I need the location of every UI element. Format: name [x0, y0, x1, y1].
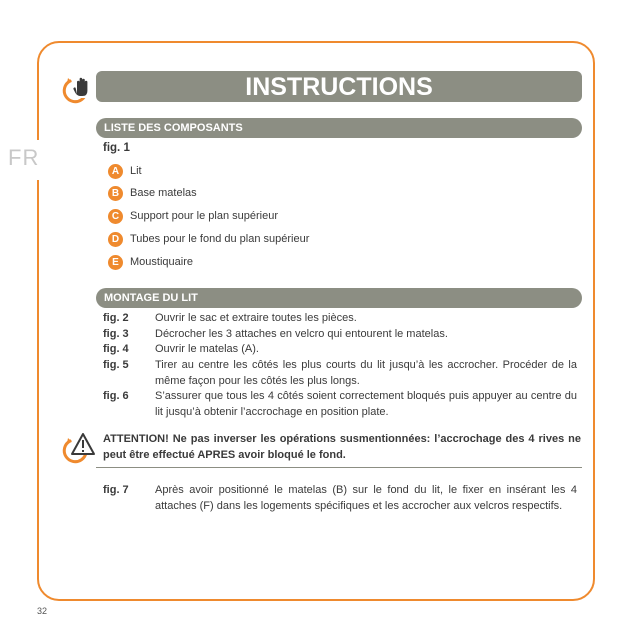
component-label: Tubes pour le fond du plan supérieur [130, 233, 310, 245]
section-heading-components: LISTE DES COMPOSANTS [96, 118, 582, 138]
warning-triangle-icon [60, 432, 96, 466]
step-fig: fig. 4 [103, 343, 129, 355]
step-text: Ouvrir le matelas (A). [155, 343, 259, 355]
fig-label: fig. 1 [103, 142, 130, 154]
letter-badge: D [108, 232, 123, 247]
page-title: INSTRUCTIONS [96, 71, 582, 102]
section-heading-assembly: MONTAGE DU LIT [96, 288, 582, 308]
step-text: S’assurer que tous les 4 côtés soient correctement bloqués puis appuyer au centre du lit jusqu’à obtenir l’accrochage en position plate. [155, 390, 577, 418]
warning-text: ATTENTION! Ne pas inverser les opérations susmentionnées: l’accrochage des 4 rives ne peut être effectué APRES avoir bloqué le fond. [103, 433, 581, 461]
step-fig: fig. 5 [103, 359, 129, 371]
letter-badge: E [108, 255, 123, 270]
letter-badge: A [108, 164, 123, 179]
step-fig: fig. 7 [103, 484, 129, 496]
component-label: Base matelas [130, 187, 197, 199]
component-label: Support pour le plan supérieur [130, 210, 278, 222]
page-number: 32 [37, 606, 48, 616]
step-text: Après avoir positionné le matelas (B) sur le fond du lit, le fixer en insérant les 4 attaches (F) dans les logements spécifiques et les accrocher aux velcros respectifs. [155, 484, 577, 512]
letter-badge: B [108, 186, 123, 201]
step-fig: fig. 6 [103, 390, 129, 402]
hand-stop-icon [60, 72, 96, 106]
step-fig: fig. 2 [103, 312, 129, 324]
step-fig: fig. 3 [103, 328, 129, 340]
language-tab: FR [8, 145, 40, 170]
component-label: Moustiquaire [130, 256, 193, 268]
letter-badge: C [108, 209, 123, 224]
component-label: Lit [130, 165, 142, 177]
step-text: Ouvrir le sac et extraire toutes les pièces. [155, 312, 357, 324]
step-text: Décrocher les 3 attaches en velcro qui entourent le matelas. [155, 328, 448, 340]
step-text: Tirer au centre les côtés les plus courts du lit jusqu’à les accrocher. Procéder de la même façon pour les côtés les plus longs. [155, 359, 577, 387]
